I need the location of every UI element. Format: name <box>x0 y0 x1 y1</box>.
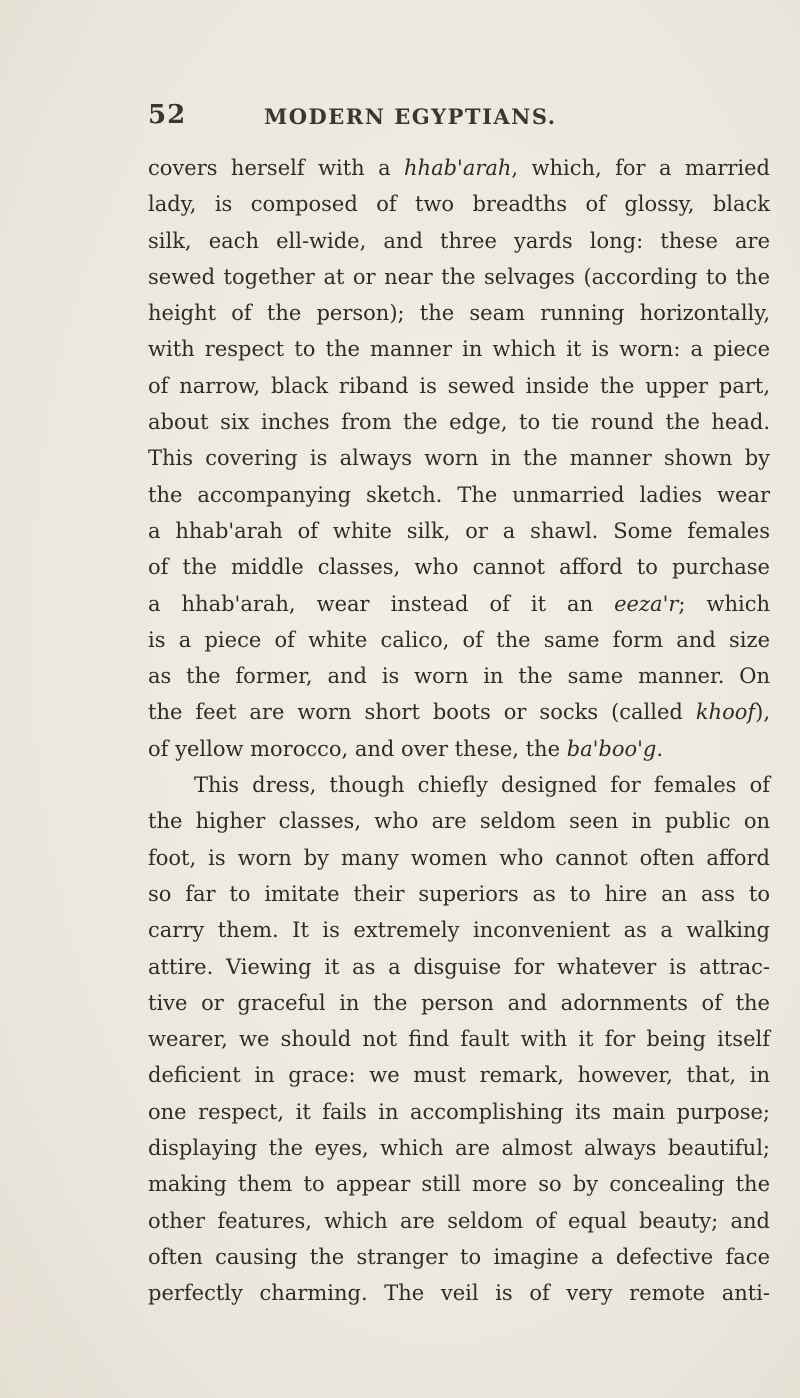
text-run: the feet are worn short boots or socks (called <box>148 700 696 725</box>
text-line <box>148 1130 770 1166</box>
text-run: the accompanying sketch. The unmarried ladies wear <box>148 482 770 507</box>
text-run: lady, is composed of two breadths of glossy, black <box>148 192 770 217</box>
text-run: wearer, we should not find fault with it for being itself <box>148 1027 770 1052</box>
text-run: so far to imitate their superiors as to hire an ass to <box>148 881 770 906</box>
text-run: a hhab'arah, wear instead of it an <box>148 591 615 616</box>
text-run: ), <box>755 700 770 725</box>
text-run: silk, each ell-wide, and three yards long: these are <box>148 228 770 253</box>
body-text <box>148 150 770 1312</box>
text-line <box>148 694 770 730</box>
text-run: making them to appear still more so by concealing the <box>148 1172 770 1197</box>
text-line <box>148 513 770 549</box>
text-run: This dress, though chiefly designed for females of <box>194 773 770 798</box>
text-run: carry them. It is extremely inconvenient as a walking <box>148 918 770 943</box>
text-line <box>148 803 770 839</box>
text-line <box>148 1239 770 1275</box>
text-line <box>148 1275 770 1311</box>
text-run: of yellow morocco, and over these, the <box>148 736 567 761</box>
text-run: about six inches from the edge, to tie round the head. <box>148 410 770 435</box>
text-run: deficient in grace: we must remark, however, that, in <box>148 1063 770 1088</box>
text-line <box>148 912 770 948</box>
text-run: one respect, it fails in accomplishing its main purpose; <box>148 1099 770 1124</box>
text-run: the higher classes, who are seldom seen in public on <box>148 809 770 834</box>
text-run: ; which <box>678 591 770 616</box>
text-line <box>148 1203 770 1239</box>
text-line <box>148 767 770 803</box>
text-line <box>148 658 770 694</box>
text-line <box>148 404 770 440</box>
italic-term: ba'boo'g <box>566 736 657 761</box>
text-run: This covering is always worn in the manner shown by <box>148 446 770 471</box>
text-run: attire. Viewing it as a disguise for whatever is attrac- <box>148 954 770 979</box>
text-run: covers herself with a <box>148 156 405 180</box>
text-line <box>148 1166 770 1202</box>
text-line <box>148 586 770 622</box>
text-line <box>148 949 770 985</box>
text-line <box>148 1021 770 1057</box>
text-line <box>148 186 770 222</box>
text-line <box>148 223 770 259</box>
text-run: foot, is worn by many women who cannot often afford <box>148 845 770 870</box>
text-run: a hhab'arah of white silk, or a shawl. Some females <box>148 518 770 543</box>
text-run: sewed together at or near the selvages (according to the <box>148 264 770 289</box>
text-line <box>148 295 770 331</box>
italic-term: khoof <box>695 700 756 725</box>
text-run: displaying the eyes, which are almost always beautiful; <box>148 1136 770 1161</box>
text-run: other features, which are seldom of equal beauty; and <box>148 1208 770 1233</box>
text-run: of the middle classes, who cannot afford to purchase <box>148 555 770 580</box>
page-number: 52 <box>148 100 187 130</box>
text-line <box>148 1057 770 1093</box>
text-line <box>148 876 770 912</box>
page-header <box>148 100 778 140</box>
text-line <box>148 840 770 876</box>
text-line <box>148 368 770 404</box>
text-line <box>148 331 770 367</box>
text-run: is a piece of white calico, of the same form and size <box>148 627 770 652</box>
text-line <box>148 985 770 1021</box>
italic-term: eeza'r <box>614 591 679 616</box>
text-line <box>148 150 770 186</box>
text-line <box>148 622 770 658</box>
text-line <box>148 731 770 767</box>
text-run: height of the person); the seam running horizontally, <box>148 301 770 326</box>
text-run: of narrow, black riband is sewed inside the upper part, <box>148 373 770 398</box>
text-run: , which, for a married <box>511 156 770 180</box>
text-line <box>148 259 770 295</box>
text-line <box>148 440 770 476</box>
italic-term: hhab'arah <box>404 156 512 180</box>
text-run: . <box>656 736 664 761</box>
text-run: with respect to the manner in which it is worn: a piece <box>148 337 770 362</box>
text-run: as the former, and is worn in the same manner. On <box>148 664 770 689</box>
text-line <box>148 549 770 585</box>
text-line <box>148 477 770 513</box>
text-run: perfectly charming. The veil is of very remote anti- <box>148 1281 770 1306</box>
text-run: often causing the stranger to imagine a defective face <box>148 1244 770 1269</box>
running-head: MODERN EGYPTIANS. <box>264 104 557 129</box>
text-run: tive or graceful in the person and adornments of the <box>148 990 770 1015</box>
text-line <box>148 1094 770 1130</box>
